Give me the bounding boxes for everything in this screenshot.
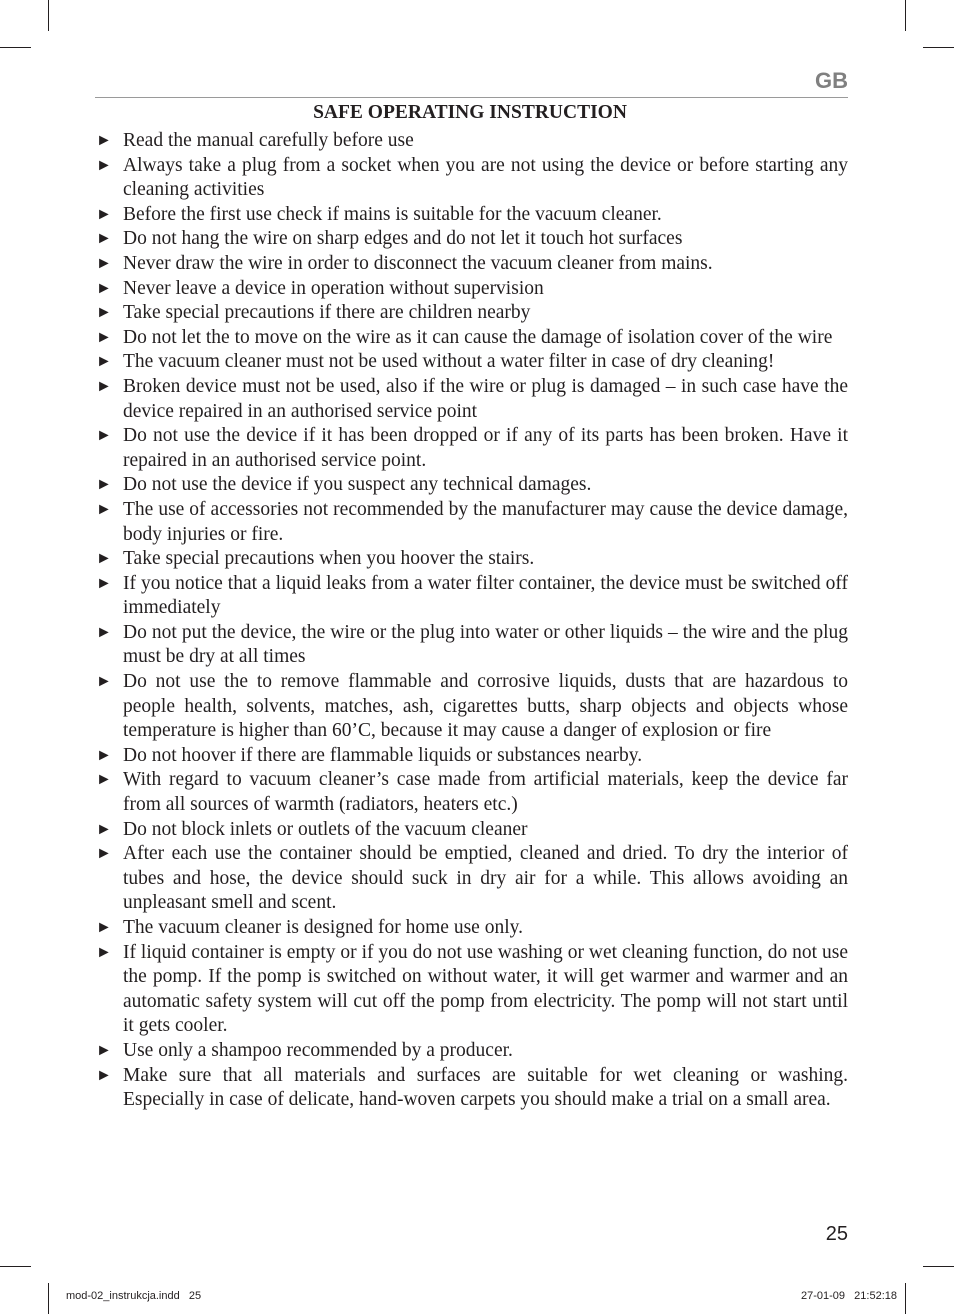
triangle-bullet-icon: ► — [96, 623, 112, 641]
list-item-text: If you notice that a liquid leaks from a water filter container, the device must be switched off immediately — [123, 572, 848, 619]
crop-mark-top-left — [48, 0, 49, 31]
crop-mark-bottom-left — [48, 1283, 49, 1314]
crop-mark-bottom-left-h — [0, 1266, 31, 1267]
triangle-bullet-icon: ► — [96, 132, 112, 149]
list-item — [95, 129, 848, 154]
list-item — [95, 203, 848, 228]
triangle-bullet-icon: ► — [96, 230, 112, 248]
crop-mark-top-left-h — [0, 47, 31, 48]
triangle-bullet-icon: ► — [96, 771, 112, 789]
section-title: SAFE OPERATING INSTRUCTION — [313, 102, 627, 123]
list-item-text: Never draw the wire in order to disconnect the vacuum cleaner from mains. — [123, 252, 713, 274]
crop-mark-top-right — [905, 0, 906, 31]
list-item — [95, 301, 848, 326]
list-item-text: After each use the container should be emptied, cleaned and dried. To dry the interior of tubes and hose, the device should suck in dry air for a while. This allows avoiding an unpleasant smell and scent. — [123, 843, 848, 914]
triangle-bullet-icon: ► — [96, 1066, 112, 1084]
list-item-text: Do not let the to move on the wire as it can cause the damage of isolation cover of the wire — [123, 326, 833, 348]
list-item-text: Do not block inlets or outlets of the vacuum cleaner — [123, 818, 528, 840]
list-item — [95, 670, 848, 744]
list-item — [95, 842, 848, 916]
list-item — [95, 473, 848, 498]
list-item — [95, 498, 848, 547]
list-item — [95, 424, 848, 473]
list-item — [95, 941, 848, 1039]
triangle-bullet-icon: ► — [96, 328, 112, 346]
triangle-bullet-icon: ► — [96, 574, 112, 592]
list-item-text: The vacuum cleaner is designed for home use only. — [123, 917, 523, 938]
list-item-text: With regard to vacuum cleaner’s case made from artificial materials, keep the device far from all sources of warmth (radiators, heaters etc.) — [123, 769, 848, 816]
list-item-text: Read the manual carefully before use — [123, 130, 414, 151]
list-item-text: Make sure that all materials and surfaces are suitable for wet cleaning or washing. Especially in case of delicate, hand-woven carpets you should make a trial on a small area. — [123, 1064, 848, 1111]
list-item — [95, 572, 848, 621]
list-item-text: The vacuum cleaner must not be used without a water filter in case of dry cleaning! — [123, 351, 775, 373]
slug-date-info: 27-01-09 21:52:18 — [800, 1290, 897, 1302]
triangle-bullet-icon: ► — [96, 500, 112, 518]
list-item-text: Take special precautions if there are children nearby — [123, 302, 531, 324]
list-item — [95, 1039, 848, 1064]
triangle-bullet-icon: ► — [96, 427, 112, 445]
list-item-text: Do not put the device, the wire or the plug into water or other liquids – the wire and the plug must be dry at all times — [123, 621, 848, 668]
list-item — [95, 768, 848, 817]
list-item-text: The use of accessories not recommended by the manufacturer may cause the device damage, body injuries or fire. — [123, 498, 848, 545]
triangle-bullet-icon: ► — [96, 673, 112, 691]
triangle-bullet-icon: ► — [96, 746, 112, 764]
crop-mark-bottom-right-h — [923, 1266, 954, 1267]
crop-mark-top-right-h — [923, 47, 954, 48]
list-item — [95, 916, 848, 941]
triangle-bullet-icon: ► — [96, 550, 112, 568]
triangle-bullet-icon: ► — [96, 820, 112, 838]
list-item-text: Before the first use check if mains is suitable for the vacuum cleaner. — [123, 203, 662, 225]
triangle-bullet-icon: ► — [96, 845, 112, 863]
list-item-text: Do not hang the wire on sharp edges and do not let it touch hot surfaces — [123, 228, 683, 250]
triangle-bullet-icon: ► — [96, 1041, 112, 1059]
list-item — [95, 252, 848, 277]
list-item — [95, 154, 848, 203]
triangle-bullet-icon: ► — [96, 476, 112, 494]
page-number: 25 — [825, 1223, 848, 1245]
list-item — [95, 375, 848, 424]
list-item-text: Take special precautions when you hoover the stairs. — [123, 548, 535, 570]
list-item-text: Do not use the device if you suspect any technical damages. — [123, 474, 592, 496]
list-item-text: Broken device must not be used, also if the wire or plug is damaged – in such case have the device repaired in an authorised service point — [123, 375, 848, 422]
instruction-list — [95, 129, 848, 1113]
triangle-bullet-icon: ► — [96, 377, 112, 395]
list-item — [95, 277, 848, 302]
list-item-text: If liquid container is empty or if you do not use washing or wet cleaning function, do not use the pomp. If the pomp is switched on without water, it will get warmer and warmer and an automatic safety system will cut off the pomp from electricity. The pomp will not start until it gets cooler. — [123, 941, 848, 1037]
list-item-text: Always take a plug from a socket when you are not using the device or before starting any cleaning activities — [123, 154, 848, 201]
triangle-bullet-icon: ► — [96, 205, 112, 223]
list-item-text: Do not use the device if it has been dropped or if any of its parts has been broken. Have it repaired in an authorised service point. — [123, 425, 848, 471]
list-item — [95, 621, 848, 670]
list-item — [95, 744, 848, 769]
triangle-bullet-icon: ► — [96, 279, 112, 297]
crop-mark-bottom-right — [905, 1283, 906, 1314]
list-item — [95, 1064, 848, 1113]
triangle-bullet-icon: ► — [96, 304, 112, 322]
triangle-bullet-icon: ► — [96, 919, 112, 936]
list-item — [95, 326, 848, 351]
triangle-bullet-icon: ► — [96, 254, 112, 272]
triangle-bullet-icon: ► — [96, 353, 112, 371]
language-code: GB — [815, 68, 848, 93]
list-item-text: Use only a shampoo recommended by a producer. — [123, 1039, 513, 1061]
header-rule — [95, 97, 848, 98]
list-item — [95, 818, 848, 843]
list-item-text: Never leave a device in operation without supervision — [123, 277, 544, 299]
list-item — [95, 547, 848, 572]
triangle-bullet-icon: ► — [96, 156, 112, 174]
slug-file-info: mod-02_instrukcja.indd 25 — [66, 1290, 202, 1302]
list-item-text: Do not use the to remove flammable and corrosive liquids, dusts that are hazardous to people health, solvents, matches, ash, cigarettes butts, sharp objects and objects whose temperature is higher than 60’C, because it may cause a danger of explosion or fire — [123, 671, 848, 742]
list-item — [95, 350, 848, 375]
list-item-text: Do not hoover if there are flammable liquids or substances nearby. — [123, 744, 643, 766]
triangle-bullet-icon: ► — [96, 943, 112, 961]
list-item — [95, 227, 848, 252]
